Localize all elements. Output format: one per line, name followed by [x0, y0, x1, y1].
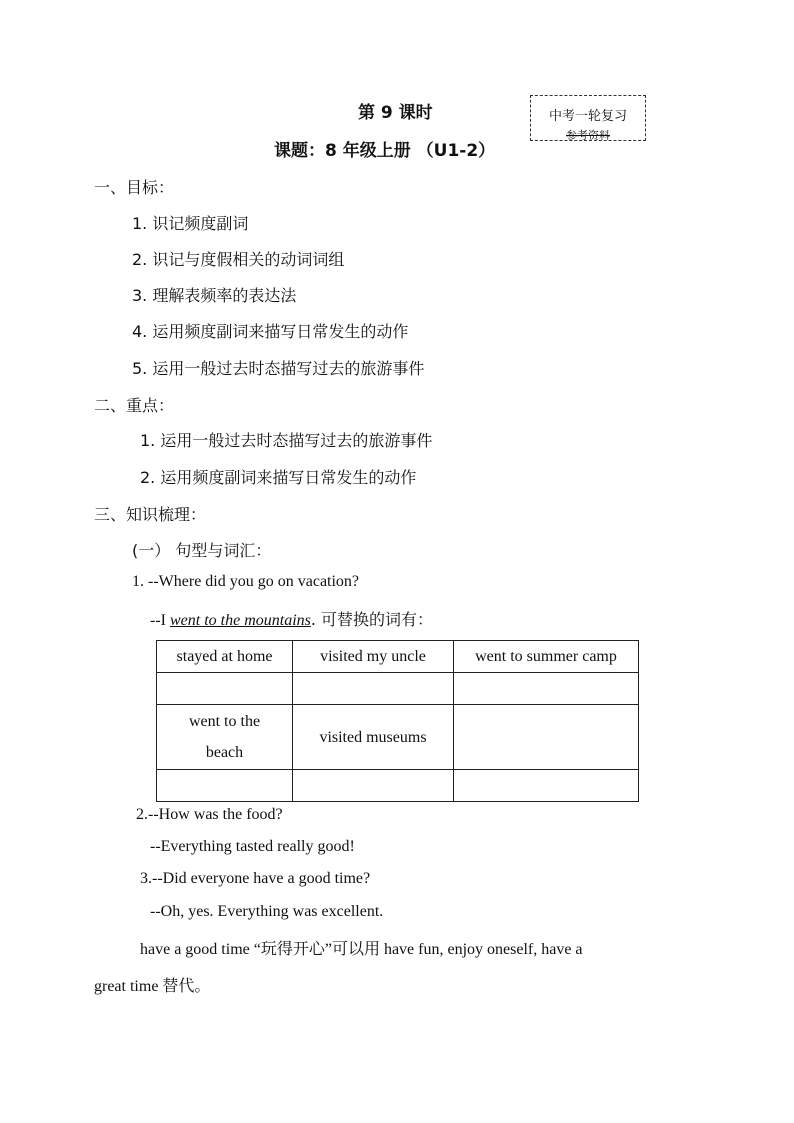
knowledge-subheading: (一） 句型与词汇：	[132, 541, 272, 560]
substitution-table	[156, 640, 639, 802]
note-line-2: great time 替代。	[94, 978, 211, 995]
keypoint-item: 1. 运用一般过去时态描写过去的旅游事件	[140, 431, 433, 450]
table-cell	[454, 673, 639, 705]
answer-2: --Everything tasted really good!	[150, 838, 355, 855]
question-3: 3.--Did everyone have a good time?	[140, 870, 371, 887]
table-cell	[293, 770, 454, 802]
goal-item: 5. 运用一般过去时态描写过去的旅游事件	[132, 359, 425, 378]
answer-1	[150, 607, 433, 630]
answer-1-prefix: --I	[150, 612, 170, 629]
table-cell	[454, 705, 639, 770]
goal-item: 2. 识记与度假相关的动词词组	[132, 250, 345, 269]
table-row	[157, 641, 639, 673]
question-1: 1. --Where did you go on vacation?	[132, 573, 360, 590]
question-2: 2.--How was the food?	[136, 806, 283, 823]
table-cell	[454, 770, 639, 802]
table-row	[157, 673, 639, 705]
answer-1-phrase: went to the mountains	[169, 612, 311, 629]
table-cell	[293, 673, 454, 705]
goal-item: 4. 运用频度副词来描写日常发生的动作	[132, 322, 409, 341]
answer-3: --Oh, yes. Everything was excellent.	[150, 903, 384, 920]
lesson-topic: 课题：8 年级上册 （U1-2）	[274, 141, 496, 161]
table-cell: visited my uncle	[293, 641, 454, 673]
answer-1-suffix: . 可替换的词有：	[310, 610, 434, 629]
table-cell: visited museums	[293, 705, 454, 770]
table-row	[157, 770, 639, 802]
table-row	[157, 705, 639, 770]
review-stamp	[530, 95, 646, 141]
stamp-line-1: 中考一轮复习	[548, 109, 627, 124]
goal-item: 1. 识记频度副词	[132, 214, 249, 233]
table-cell: went to the beach	[157, 705, 293, 770]
note-line-1: have a good time “玩得开心”可以用 have fun, enjoy oneself, have a	[140, 941, 583, 958]
goals-heading: 一、目标：	[94, 178, 175, 197]
stamp-line-2: 参考资料	[566, 129, 610, 141]
keypoint-item: 2. 运用频度副词来描写日常发生的动作	[140, 468, 417, 487]
table-cell	[157, 770, 293, 802]
table-cell: stayed at home	[157, 641, 293, 673]
table-cell: went to summer camp	[454, 641, 639, 673]
keypoints-heading: 二、重点：	[94, 396, 175, 415]
knowledge-heading: 三、知识梳理：	[94, 505, 207, 524]
goal-item: 3. 理解表频率的表达法	[132, 286, 297, 305]
table-cell	[157, 673, 293, 705]
lesson-number: 第 9 课时	[358, 103, 433, 123]
